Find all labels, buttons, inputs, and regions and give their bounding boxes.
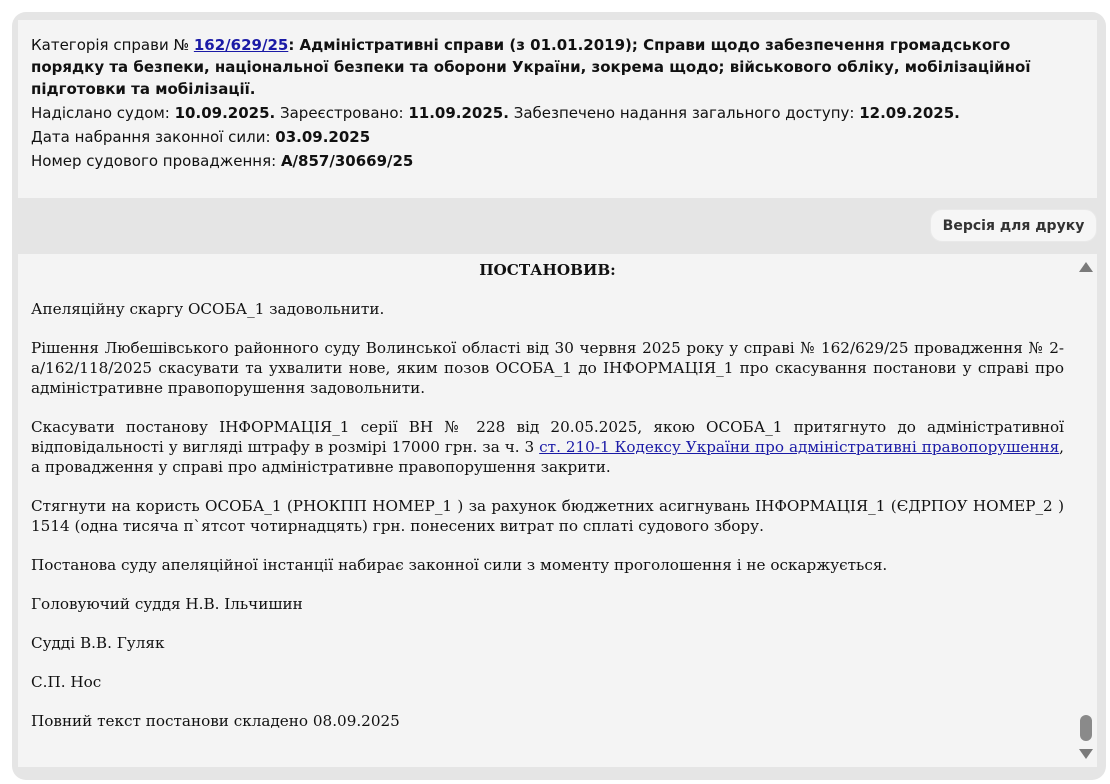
case-category-line	[31, 34, 1085, 100]
access-date: 12.09.2025.	[859, 104, 960, 122]
document-paragraph-1: Апеляційну скаргу ОСОБА_1 задовольнити.	[31, 300, 385, 318]
judge-nos: С.П. Нос	[31, 673, 102, 691]
judges: Судді В.В. Гуляк	[31, 634, 165, 652]
proceeding-label: Номер судового провадження:	[31, 152, 277, 170]
triangle-down-icon[interactable]	[1078, 747, 1094, 761]
document-paragraph-4: Стягнути на користь ОСОБА_1 (РНОКПП НОМЕР_1 ) за рахунок бюджетних асигнувань ІНФОРМАЦІЯ_1 (ЄДРПОУ НОМЕР_2 ) 1514 (одна тисяча п`ятсот чотирнадцять) грн. понесених витрат по сплаті судового збору.	[31, 497, 1064, 535]
case-category-label: Категорія справи №	[31, 36, 190, 54]
document-paragraph-5: Постанова суду апеляційної інстанції набирає законної сили з моменту проголошення і не оскаржується.	[31, 556, 888, 574]
proceeding-number: А/857/30669/25	[280, 152, 414, 170]
scrollbar-thumb[interactable]	[1080, 715, 1092, 741]
case-dates-line	[31, 102, 1085, 124]
registered-date: 11.09.2025.	[408, 104, 509, 122]
document-heading: ПОСТАНОВИВ:	[479, 261, 616, 279]
sent-label: Надіслано судом:	[31, 104, 170, 122]
registered-label: Зареєстровано:	[280, 104, 404, 122]
sent-date: 10.09.2025.	[174, 104, 276, 122]
legal-force-label: Дата набрання законної сили:	[31, 128, 271, 146]
case-info-panel	[18, 20, 1097, 198]
access-label: Забезпечено надання загального доступу:	[513, 104, 855, 122]
case-category-text: : Адміністративні справи (з 01.01.2019); Справи щодо забезпечення громадського порядку та безпеки, національної безпеки та оборони України, зокрема щодо; військового обліку, мобілізаційної підготовки та мобілізації.	[31, 36, 1031, 98]
legal-force-date: 03.09.2025	[275, 128, 371, 146]
document-content	[31, 260, 1064, 750]
document-paragraph-3	[31, 417, 1064, 477]
proceeding-line	[31, 150, 1085, 172]
code-article-link[interactable]: ст. 210-1 Кодексу України про адміністративні правопорушення	[539, 438, 1060, 456]
print-version-button[interactable]: Версія для друку	[930, 209, 1097, 242]
presiding-judge: Головуючий суддя Н.В. Ільчишин	[31, 595, 303, 613]
document-paragraph-2: Рішення Любешівського районного суду Волинської області від 30 червня 2025 року у справі № 162/629/25 провадження № 2-а/162/118/2025 скасувати та ухвалити нове, яким позов ОСОБА_1 до ІНФОРМАЦІЯ_1 про скасування постанови у справі про адміністративне правопорушення задовольнити.	[31, 339, 1064, 397]
legal-force-line	[31, 126, 1085, 148]
full-text-date: Повний текст постанови складено 08.09.2025	[31, 712, 400, 730]
paragraph-3-text-before: Скасувати постанову ІНФОРМАЦІЯ_1 серії ВН № 228 від 20.05.2025, якою ОСОБА_1 притягнуто до адміністративної відповідальності у вигляді штрафу в розмірі 17000 грн. за ч. 3	[31, 418, 1064, 456]
paragraph-3-text-after: , а провадження у справі про адміністративне правопорушення закрити.	[31, 438, 1064, 476]
triangle-up-icon[interactable]	[1078, 260, 1094, 274]
document-scrollbar[interactable]	[1075, 254, 1097, 767]
document-viewer[interactable]	[18, 254, 1097, 767]
case-number-link[interactable]: 162/629/25	[193, 36, 289, 54]
